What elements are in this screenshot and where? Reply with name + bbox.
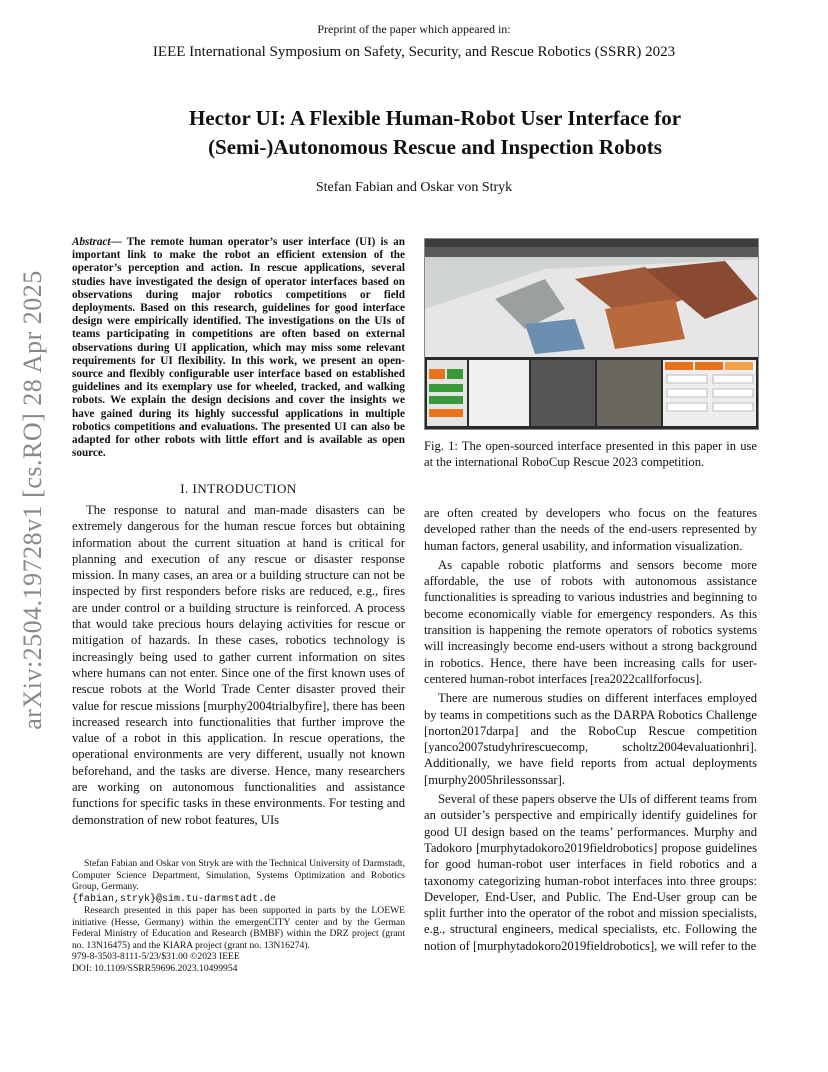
abstract-label: Abstract: [72, 236, 111, 248]
footnote-doi: DOI: 10.1109/SSRR59696.2023.10499954: [72, 962, 238, 974]
ui-screenshot-illustration: [425, 239, 758, 429]
footnote: [72, 858, 405, 974]
figure-caption: Fig. 1: The open-sourced interface presented in this paper in use at the international RoboCup Rescue 2023 competition.: [424, 439, 757, 470]
footnote-affiliation: Stefan Fabian and Oskar von Stryk are with the Technical University of Darmstadt, Computer Science Department, Simulation, Systems Optimization and Robotics Group, Germany.: [72, 858, 405, 892]
footnote-funding: Research presented in this paper has been supported in parts by the LOEWE initiative (Hesse, Germany) within the emergenCITY center and by the German Federal Ministry of Education and Research (BMBF) within the DRZ project (grant no. 13N16475) and the KIARA project (grant no. 13N16274).: [72, 905, 405, 951]
section-heading: I. INTRODUCTION: [180, 481, 297, 496]
figure-ui-screenshot: [424, 238, 759, 430]
intro-paragraph-3: There are numerous studies on different interfaces employed by teams in competitions such as the DARPA Robotics Challenge [norton2017darpa] and the RoboCup Rescue competition [yanco2007studyhrirescuecomp, scholtz2004evaluationhri]. Additionally, we have field reports from actual deployments [murphy2005hrilessonssar].: [424, 691, 757, 787]
venue-line: IEEE International Symposium on Safety, Security, and Rescue Robotics (SSRR) 2023: [152, 44, 676, 60]
preprint-note: Preprint of the paper which appeared in:: [317, 22, 511, 36]
paper-title: Hector UI: A Flexible Human-Robot User Interface for (Semi-)Autonomous Rescue and Inspection Robots: [188, 106, 682, 159]
footnote-email: {fabian,stryk}@sim.tu-darmstadt.de: [72, 893, 277, 905]
intro-paragraph-1: The response to natural and man-made disasters can be extremely dangerous for the human rescue forces but obtaining information about the current situation at hand is critical for planning and execution of any rescue or disaster response mission. In many cases, an area or a building structure can not be inspected by first responders before risks are reduced, e.g., fires are under control or a building structure is reinforced. A process that would take precious hours delaying activities for rescue or mitigation of hazards. In these cases, robotics technology is increasingly being used to gather current information on sites where humans can not enter. Since one of the first known uses of rescue robots at the World Trade Center disaster proved their value for rescue missions [murphy2004trialbyfire], there has been increased research into functionalities that further improve the value of a robot in this application. In rescue operations, the operational environments are very different, usually not known beforehand, and the tasks are diverse. Hence, many researchers are working on autonomous functionalities and assistance functions for specific tasks in these environments. For testing and demonstration of new robot features, UIs: [72, 503, 405, 827]
intro-paragraph-2: As capable robotic platforms and sensors become more affordable, the use of robots with autonomous assistance functionalities is spreading to various industries and beginning to become economically viable for emergency responders. As this transition is happening the remote operators of robotics systems will increasingly become end-users without a strong background in robotics. Hence, there have been increasing calls for user-centered human-robot interfaces [rea2022callforfocus].: [424, 557, 757, 686]
abstract-text: — The remote human operator’s user interface (UI) is an important link to make the robot an efficient extension of the operator’s perception and action. In rescue applications, several studies have investigated the design of operator interfaces based on observations during major robotics competitions or field deployments. Based on this research, guidelines for good interface design were empirically identified. The investigations on the UIs of teams participating in competitions are often based on external observations during UI application, which may miss some relevant requirements for UI flexibility. In this work, we present an open-source and flexibly configurable user interface based on established guidelines and its exemplary use for wheeled, tracked, and walking robots. We explain the design decisions and cover the insights we have gained during its highly successful applications in multiple robotics competitions and evaluations. The presented UI can also be adapted for other robots with little effort and is available as open source.: [72, 236, 405, 460]
arxiv-id: arXiv:2504.19728v1 [cs.RO] 28 Apr 2025: [18, 270, 47, 730]
arxiv-sidebar: [14, 240, 52, 760]
footnote-isbn: 979-8-3503-8111-5/23/$31.00 ©2023 IEEE: [72, 951, 240, 962]
intro-paragraph-4: Several of these papers observe the UIs of different teams from an outsider’s perspective and empirically identify guidelines for good UI design based on the teams’ performances. Murphy and Tadokoro [murphytadokoro2019fieldrobotics] propose guidelines for good human-robot user interfaces in field robotics and a taxonomy categorizing human-robot interfaces into three groups: Developer, End-User, and Public. The End-User group can be split further into the operator of the robot and mission specialists, e.g., structural engineers, medical specialists, etc. Following the notion of [murphytadokoro2019fieldrobotics], we will refer to the: [424, 792, 757, 953]
authors: Stefan Fabian and Oskar von Stryk: [315, 180, 513, 195]
column-left: [72, 502, 405, 831]
column-right: [424, 505, 757, 957]
abstract: [72, 236, 405, 460]
intro-paragraph-1-cont: are often created by developers who focus on the features developed rather than the needs of the end-users represented by human factors, general usability, and information visualization.: [424, 506, 757, 553]
